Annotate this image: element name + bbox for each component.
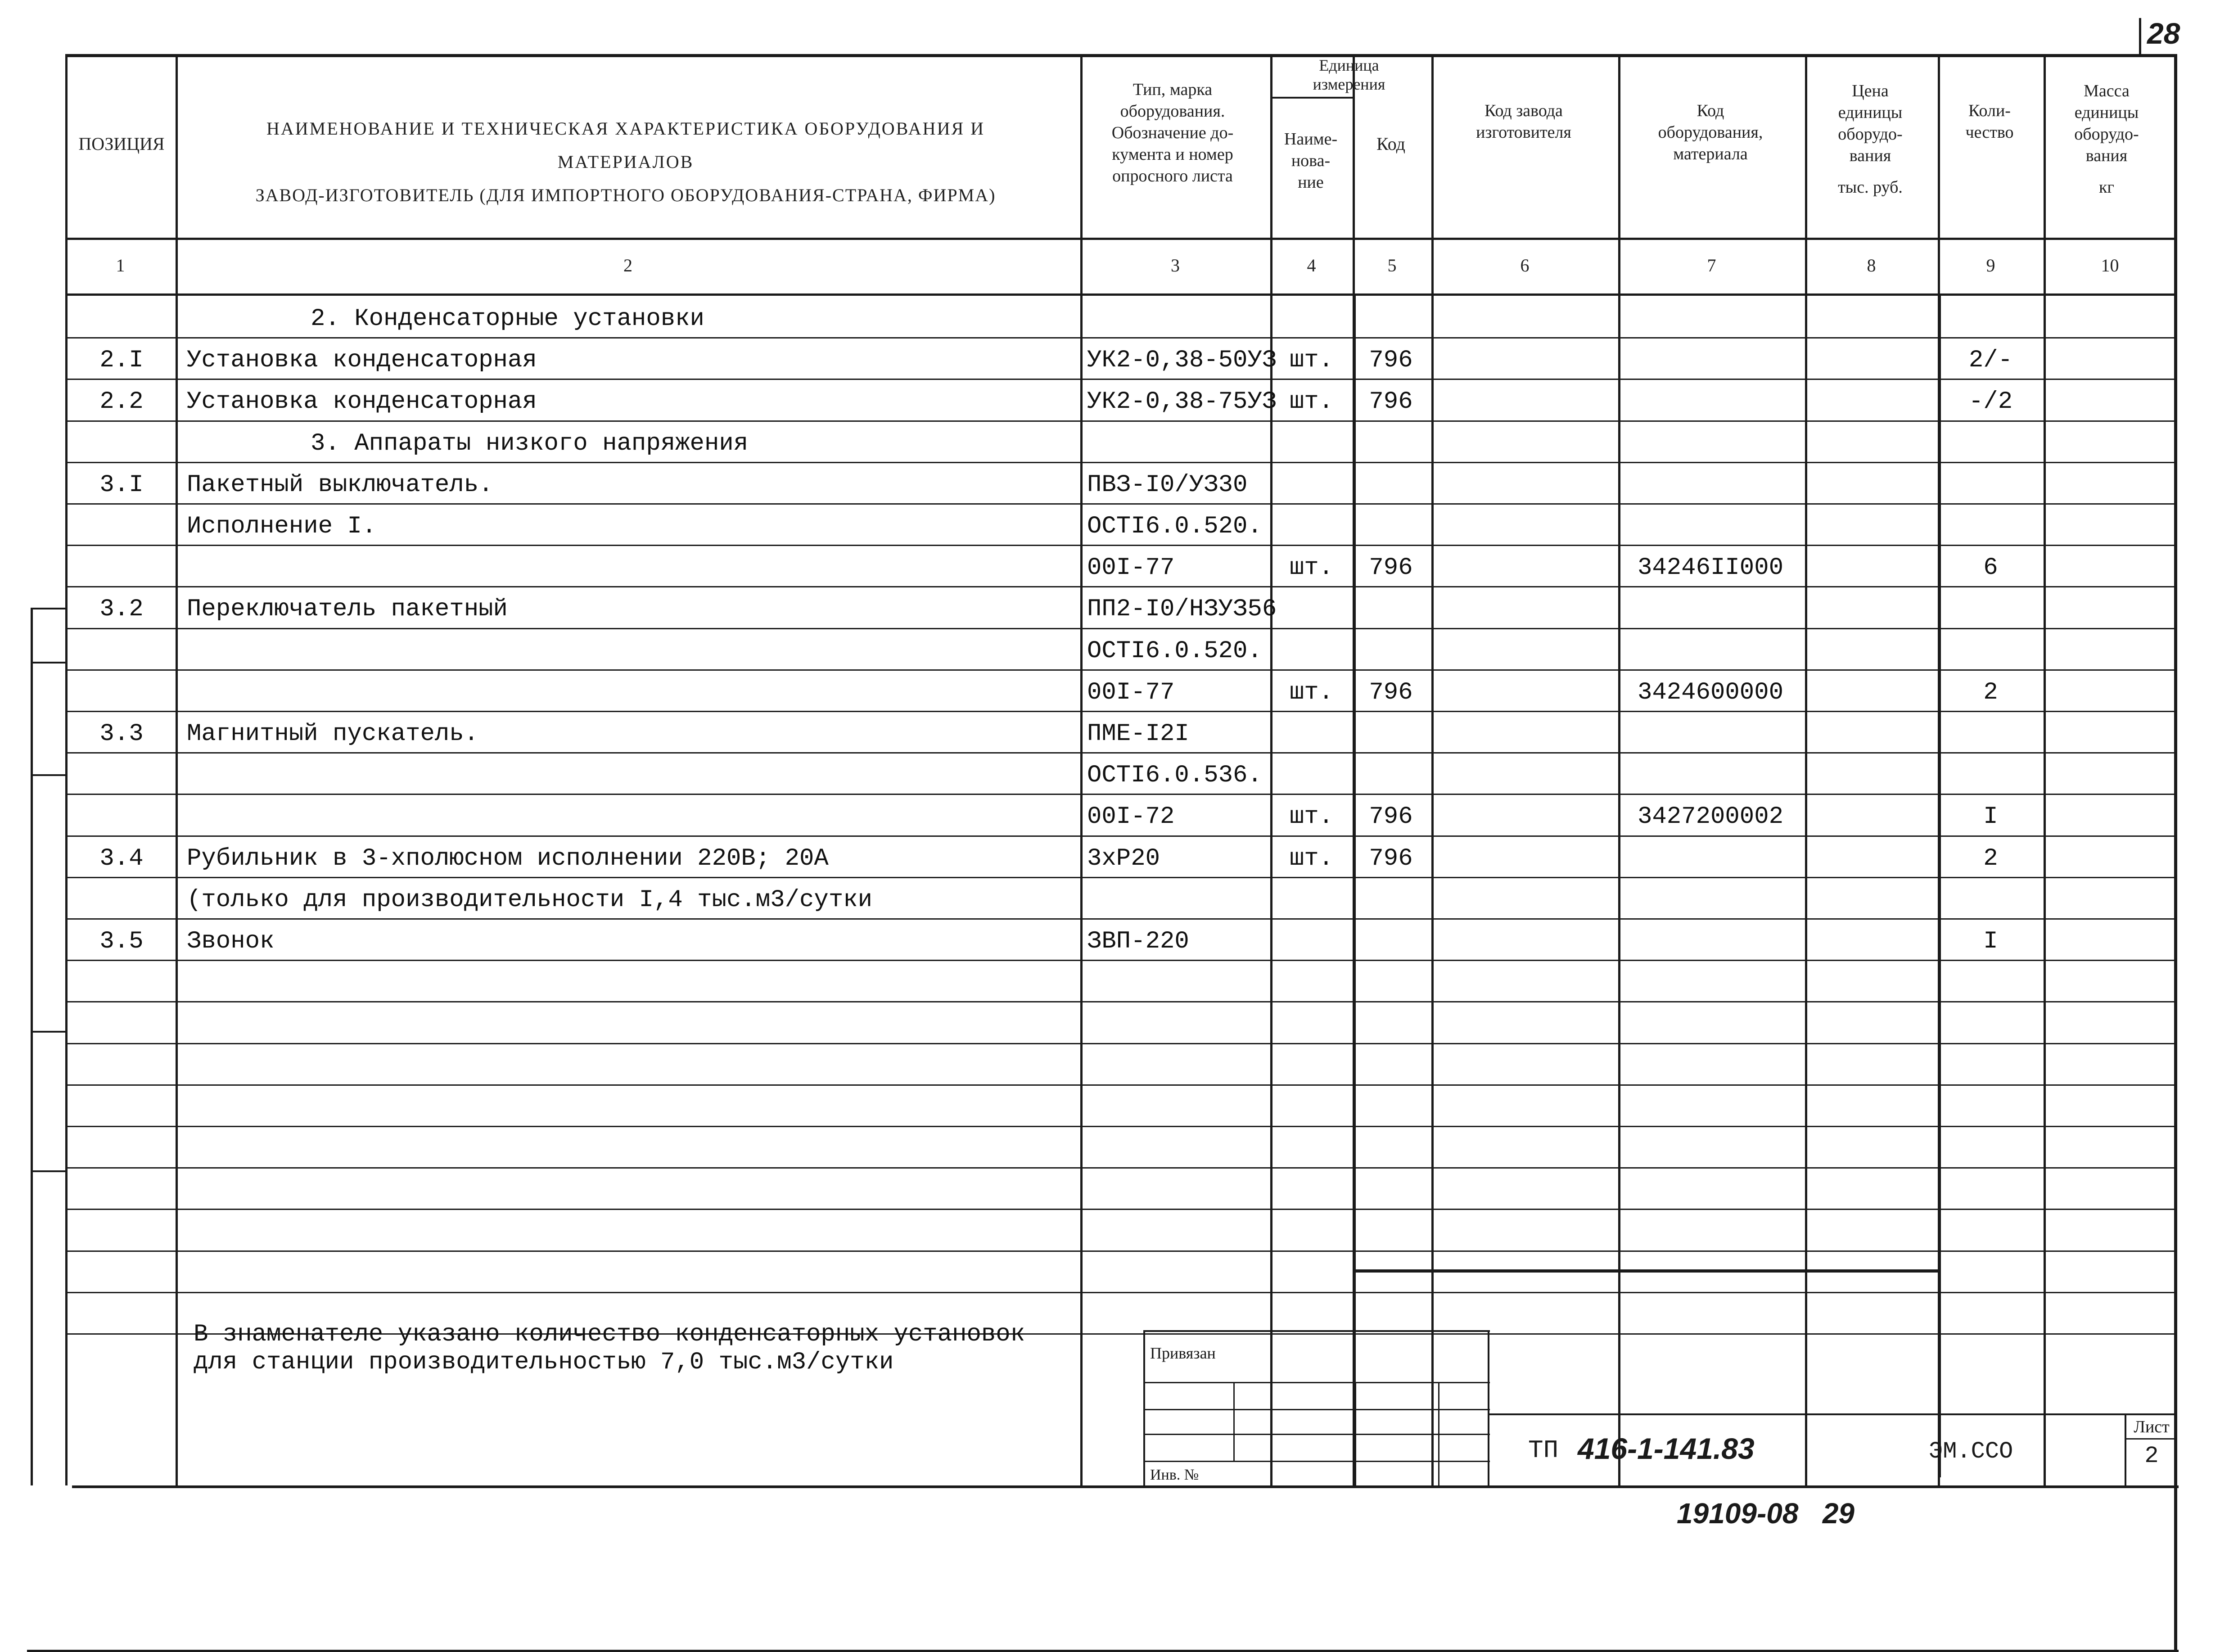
row-quantity: 2 [1983, 679, 1998, 706]
table-row-line [65, 462, 2176, 463]
header-unit-name: Наиме- нова- ние [1284, 130, 1338, 192]
table-row-line [65, 420, 2176, 422]
binding-tick [31, 608, 67, 609]
row-name: Пакетный выключатель. [187, 471, 493, 499]
binding-tick [31, 662, 67, 664]
page-number-divider [2139, 18, 2141, 54]
row-quantity: -/2 [1968, 388, 2013, 415]
column-number: 6 [1520, 255, 1530, 275]
row-unit-code: 796 [1369, 347, 1413, 374]
note-line-1: В знаменателе указано количество конденсаторных установок [194, 1321, 1025, 1348]
header-mass: Масса единицы оборудо- вания кг [2074, 81, 2139, 197]
row-unit-code: 796 [1369, 679, 1413, 706]
frame-top [65, 54, 2176, 57]
row-unit: шт. [1289, 845, 1334, 872]
row-type: УК2-0,38-50УЗ [1087, 347, 1277, 374]
header-name-line1: НАИМЕНОВАНИЕ И ТЕХНИЧЕСКАЯ ХАРАКТЕРИСТИКА ОБОРУДОВАНИЯ И [266, 118, 985, 139]
row-position: 3.4 [99, 845, 144, 872]
row-unit: шт. [1289, 347, 1334, 374]
row-type: 00I-72 [1087, 803, 1175, 831]
header-bottom-line [65, 238, 2176, 240]
table-row-line [65, 1001, 2176, 1002]
row-unit: шт. [1289, 554, 1334, 582]
row-material-code: 34246II000 [1637, 554, 1784, 582]
row-position: 2.I [99, 347, 144, 374]
row-quantity: 2/- [1968, 347, 2013, 374]
stamp-inv-label: Инв. № [1150, 1467, 1199, 1483]
row-name: Исполнение I. [187, 513, 377, 540]
row-name: (только для производительности I,4 тыс.м3/сутки [187, 886, 873, 914]
table-row-line [65, 752, 2176, 754]
row-type: 3хР20 [1087, 845, 1160, 872]
table-row-line [65, 1126, 2176, 1127]
header-unit-code: Код [1376, 134, 1405, 154]
table-row-line [65, 960, 2176, 961]
stamp-tp-number: 416-1-141.83 [1578, 1432, 1755, 1465]
row-quantity: 6 [1983, 554, 1998, 582]
header-name-line3: ЗАВОД-ИЗГОТОВИТЕЛЬ (ДЛЯ ИМПОРТНОГО ОБОРУДОВАНИЯ-СТРАНА, ФИРМА) [255, 185, 996, 205]
row-unit: шт. [1289, 388, 1334, 415]
row-name: Установка конденсаторная [187, 388, 537, 415]
row-type: ПП2-I0/НЗУЗ56 [1087, 596, 1277, 623]
table-row-line [65, 669, 2176, 671]
row-material-code: 3424600000 [1637, 679, 1784, 706]
column-number: 2 [623, 255, 632, 275]
row-unit-code: 796 [1369, 803, 1413, 831]
binding-tick [31, 1170, 67, 1172]
header-unit-group: Единица измерения [1313, 56, 1385, 93]
section-title: 2. Конденсаторные установки [311, 305, 704, 333]
table-row-line [65, 1292, 2176, 1293]
thick-box-left [1353, 293, 1356, 1477]
table-row-line [65, 379, 2176, 380]
row-name: Звонок [187, 928, 275, 955]
table-row-line [65, 918, 2176, 920]
row-material-code: 3427200002 [1637, 803, 1784, 831]
colnum-bottom-line [65, 293, 2176, 296]
row-unit-code: 796 [1369, 554, 1413, 582]
table-row-line [65, 1250, 2176, 1252]
column-number: 7 [1707, 255, 1716, 275]
column-number: 5 [1387, 255, 1397, 275]
row-type: ОСТI6.0.520. [1087, 637, 1262, 665]
row-unit: шт. [1289, 679, 1334, 706]
row-quantity: I [1983, 803, 1998, 831]
header-name-line2: МАТЕРИАЛОВ [557, 152, 694, 172]
row-type: ПВЗ-I0/УЗ30 [1087, 471, 1248, 499]
header-quantity: Коли- чество [1965, 101, 2014, 142]
stamp-doc-code: ЭМ.ССО [1929, 1438, 2013, 1465]
row-name: Переключатель пакетный [187, 596, 508, 623]
header-factory-code: Код завода изготовителя [1476, 101, 1571, 142]
row-name: Рубильник в 3-хполюсном исполнении 220В; 20А [187, 845, 829, 872]
table-row-line [65, 877, 2176, 878]
row-unit-code: 796 [1369, 845, 1413, 872]
row-name: Установка конденсаторная [187, 347, 537, 374]
column-number: 1 [116, 255, 125, 275]
table-row-line [65, 835, 2176, 837]
section-title: 3. Аппараты низкого напряжения [311, 430, 749, 457]
row-position: 3.2 [99, 596, 144, 623]
row-type: ОСТI6.0.536. [1087, 762, 1262, 789]
table-row-line [65, 711, 2176, 712]
header-position: ПОЗИЦИЯ [78, 134, 165, 154]
column-number: 9 [1986, 255, 1995, 275]
table-row-line [65, 794, 2176, 795]
thick-box-bottom [1353, 1269, 1941, 1273]
stamp-tp-prefix: ТП [1528, 1436, 1559, 1465]
unit-group-underline [1270, 97, 1353, 99]
row-quantity: I [1983, 928, 1998, 955]
table-row-line [65, 586, 2176, 587]
binding-tick [31, 1031, 67, 1033]
column-number: 10 [2101, 255, 2119, 275]
row-type: ОСТI6.0.520. [1087, 513, 1262, 540]
row-type: ПМЕ-I2I [1087, 720, 1189, 748]
row-quantity: 2 [1983, 845, 1998, 872]
column-number: 3 [1171, 255, 1180, 275]
row-type: 00I-77 [1087, 554, 1175, 582]
table-row-line [65, 545, 2176, 546]
row-position: 2.2 [99, 388, 144, 415]
note-line-2: для станции производительностью 7,0 тыс.м3/сутки [194, 1349, 894, 1376]
header-material-code: Код оборудования, материала [1658, 101, 1763, 163]
thick-box-right [1938, 293, 1941, 1477]
table-row-line [65, 1209, 2176, 1210]
header-type: Тип, марка оборудования. Обозначение до- кумента и номер опросного листа [1111, 80, 1234, 185]
column-number: 8 [1867, 255, 1876, 275]
stamp-privyazan: Привязан [1150, 1344, 1216, 1362]
stamp-sheet-label: Лист [2134, 1417, 2170, 1436]
table-row-line [65, 1043, 2176, 1044]
table-row-line [65, 503, 2176, 505]
row-type: ЗВП-220 [1087, 928, 1189, 955]
row-unit: шт. [1289, 803, 1334, 831]
binding-tick [31, 774, 67, 776]
row-position: 3.5 [99, 928, 144, 955]
table-row-line [65, 628, 2176, 629]
header-price: Цена единицы оборудо- вания тыс. руб. [1838, 81, 1903, 197]
column-number: 4 [1307, 255, 1316, 275]
handwritten-archive-number: 19109-08 29 [1677, 1497, 1854, 1530]
row-position: 3.3 [99, 720, 144, 748]
row-unit-code: 796 [1369, 388, 1413, 415]
table-row-line [65, 337, 2176, 339]
row-name: Магнитный пускатель. [187, 720, 479, 748]
row-type: УК2-0,38-75УЗ [1087, 388, 1277, 415]
stamp-sheet-number: 2 [2144, 1443, 2159, 1469]
page-number: 28 [2147, 17, 2180, 50]
table-row-line [65, 1167, 2176, 1169]
frame-bottom [72, 1485, 2179, 1488]
row-position: 3.I [99, 471, 144, 499]
table-row-line [65, 1084, 2176, 1086]
binding-strip-line [31, 608, 33, 1485]
row-type: 00I-77 [1087, 679, 1175, 706]
frame-bottom-outer [27, 1650, 2179, 1652]
